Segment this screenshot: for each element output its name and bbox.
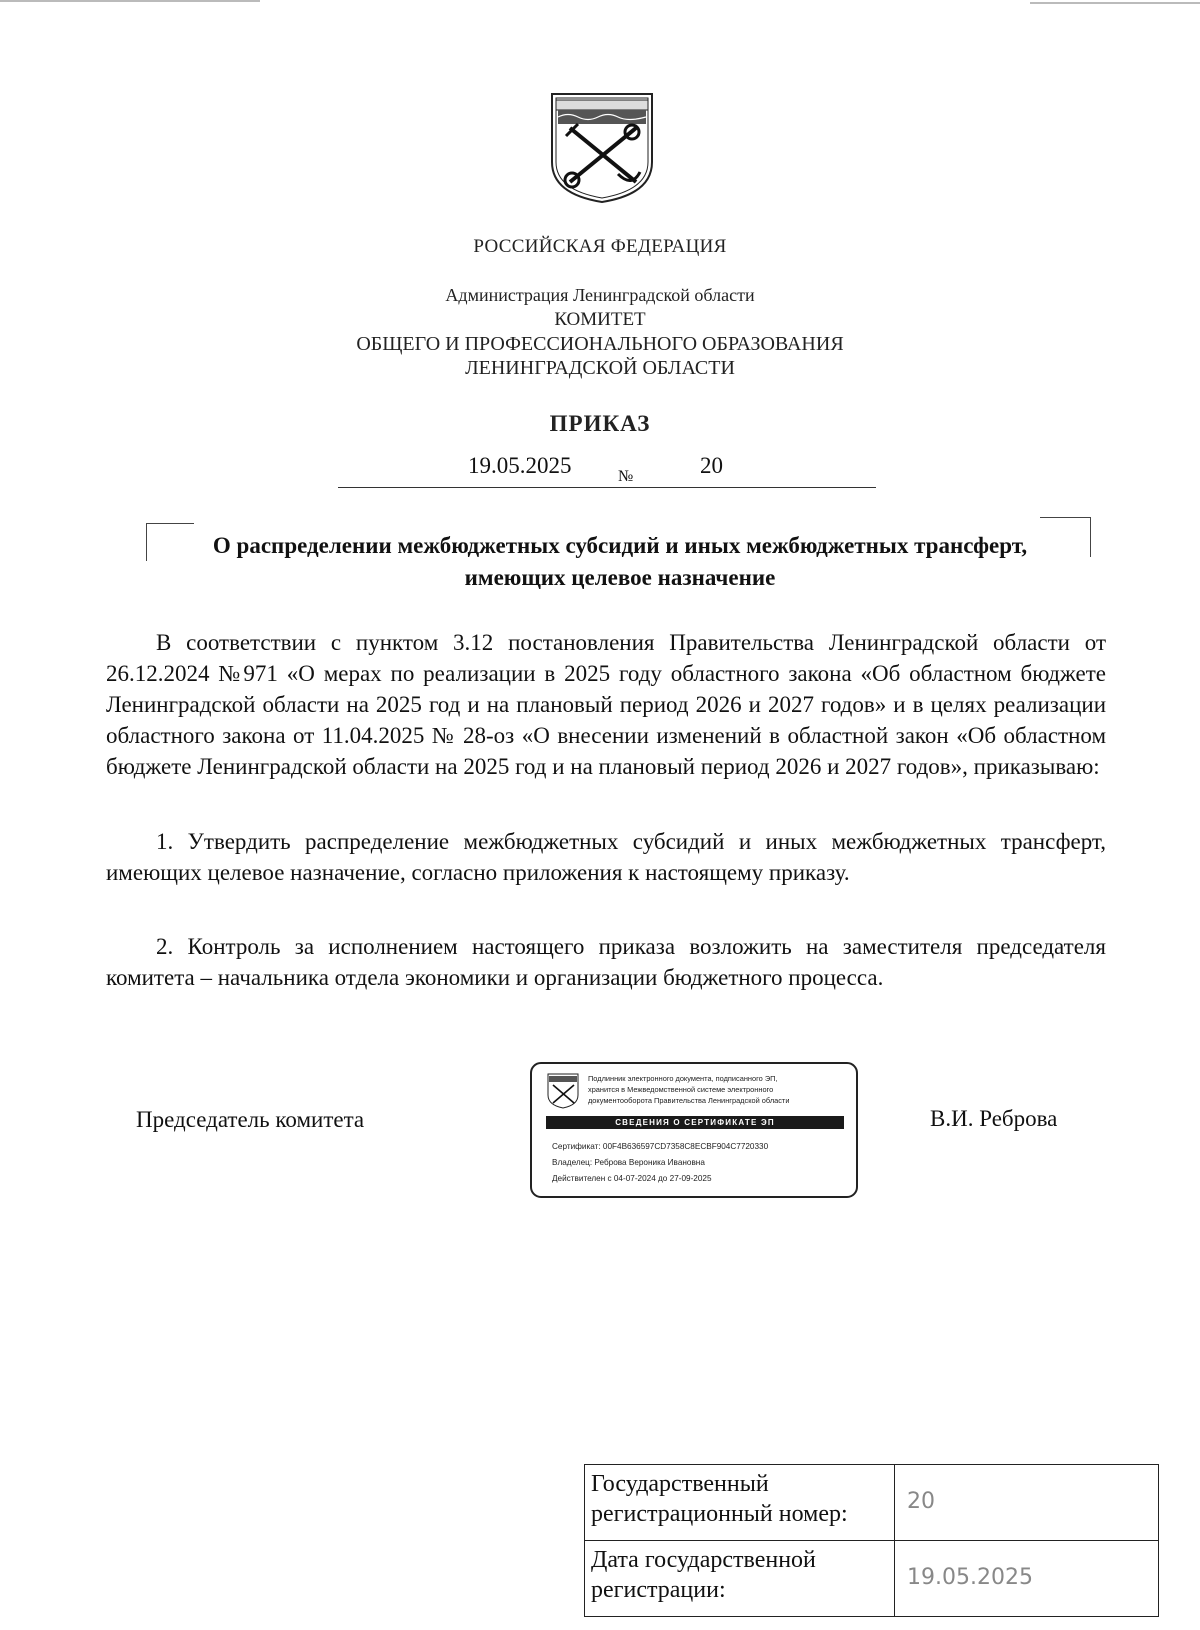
table-row xyxy=(585,1541,1159,1617)
order-underline xyxy=(338,487,876,488)
registration-date-label: Дата государственной регистрации: xyxy=(585,1541,895,1617)
e-signature-stamp xyxy=(530,1062,858,1198)
order-item-1: 1. Утвердить распределение межбюджетных субсидий и иных межбюджетных трансферт, имеющих целевое назначение, согласно приложения к настоящему приказу. xyxy=(106,829,1106,885)
number-sign: № xyxy=(618,468,634,485)
coat-of-arms-icon xyxy=(548,92,656,204)
title-bracket xyxy=(1040,517,1090,518)
order-date: 19.05.2025 xyxy=(468,453,572,478)
stamp-header: СВЕДЕНИЯ О СЕРТИФИКАТЕ ЭП xyxy=(546,1116,844,1129)
scan-noise xyxy=(0,0,260,2)
committee-name: ОБЩЕГО И ПРОФЕССИОНАЛЬНОГО ОБРАЗОВАНИЯ xyxy=(356,333,844,355)
administration-heading: Администрация Ленинградской области xyxy=(445,285,755,305)
signer-position: Председатель комитета xyxy=(136,1107,365,1132)
title-bracket xyxy=(146,523,194,524)
committee-heading: КОМИТЕТ xyxy=(554,309,646,330)
country-heading: РОССИЙСКАЯ ФЕДЕРАЦИЯ xyxy=(473,236,727,257)
stamp-certificate: Сертификат: 00F4B636597CD7358C8ECBF904C7720330 xyxy=(552,1142,769,1151)
stamp-notice-line: Подлинник электронного документа, подписанного ЭП, xyxy=(588,1074,778,1083)
intro-paragraph: В соответствии с пунктом 3.12 постановления Правительства Ленинградской области от 26.12.2024 №971 «О мерах по реализации в 2025 году областного закона «Об областном бюджете Ленинградской области на 2025 год и на плановый период 2026 и 2027 годов» и в целях реализации областного закона от 11.04.2025 № 28-оз «О внесении изменений в областной закон «Об областном бюджете Ленинградской области на 2025 год и на плановый период 2026 и 2027 годов», приказываю: xyxy=(106,630,1106,779)
stamp-notice-line: документооборота Правительства Ленинградской области xyxy=(588,1096,790,1105)
order-number: 20 xyxy=(700,453,723,478)
stamp-owner: Владелец: Реброва Вероника Ивановна xyxy=(552,1158,705,1167)
signer-name: В.И. Реброва xyxy=(930,1106,1058,1131)
table-row xyxy=(585,1465,1159,1541)
stamp-notice xyxy=(588,1073,854,1106)
registration-number-label: Государственный регистрационный номер: xyxy=(585,1465,895,1541)
region-heading: ЛЕНИНГРАДСКОЙ ОБЛАСТИ xyxy=(465,357,735,379)
title-bracket xyxy=(146,523,147,561)
scan-noise xyxy=(1030,2,1200,4)
registration-table xyxy=(584,1464,1159,1617)
registration-number-value: 20 xyxy=(895,1465,1159,1541)
order-item-2: 2. Контроль за исполнением настоящего приказа возложить на заместителя председателя комитета – начальника отдела экономики и организации бюджетного процесса. xyxy=(106,934,1106,990)
stamp-notice-line: хранится в Межведомственной системе электронного xyxy=(588,1085,774,1094)
document-title: О распределении межбюджетных субсидий и иных межбюджетных трансферт, имеющих целевое назначение xyxy=(212,533,1028,590)
stamp-validity: Действителен с 04-07-2024 до 27-09-2025 xyxy=(552,1174,712,1183)
title-bracket xyxy=(1090,517,1091,557)
coat-of-arms-icon xyxy=(546,1073,580,1109)
registration-date-value: 19.05.2025 xyxy=(895,1541,1159,1617)
order-label: ПРИКАЗ xyxy=(549,411,651,436)
